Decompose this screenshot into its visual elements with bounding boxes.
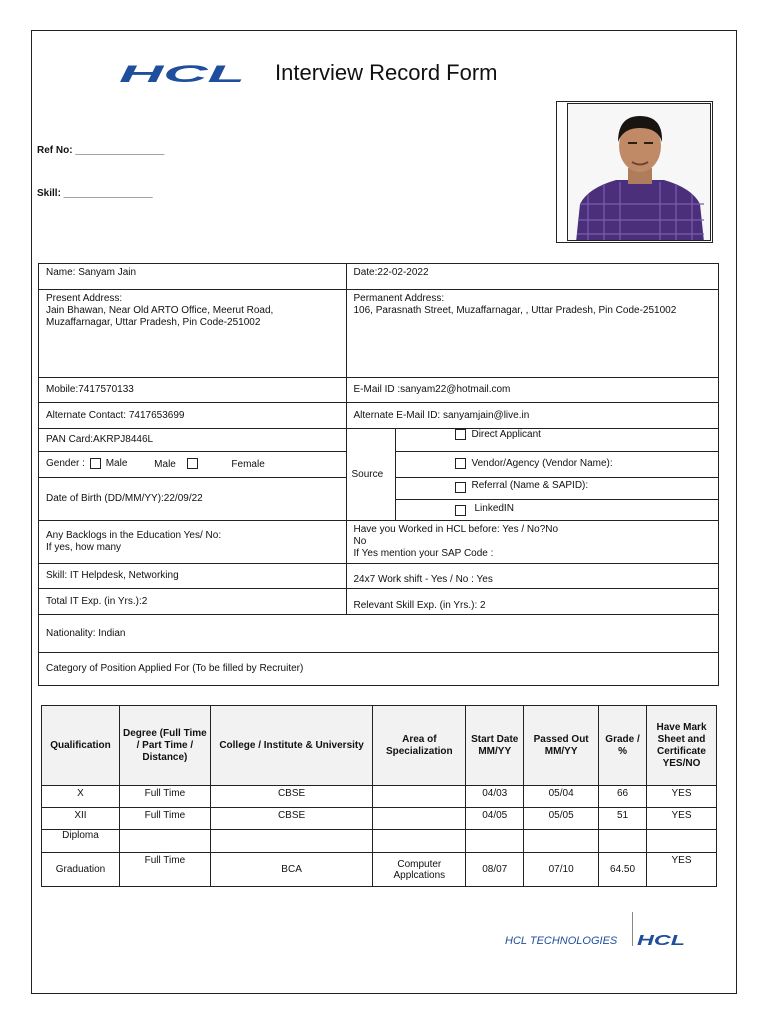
college-cell[interactable]: BCA	[210, 853, 373, 887]
source-vendor-cell[interactable]	[396, 452, 719, 478]
referral-label: Referral (Name & SAPID):	[471, 480, 589, 492]
backlogs-count-question: If yes, how many	[46, 542, 122, 553]
passed-out-cell[interactable]	[524, 830, 599, 853]
start-date-cell[interactable]	[466, 830, 524, 853]
backlogs-question: Any Backlogs in the Education Yes/ No:	[46, 530, 222, 541]
candidate-photo	[567, 103, 711, 241]
present-address-line1: Jain Bhawan, Near Old ARTO Office, Meerut Road,	[46, 305, 274, 316]
total-experience-cell[interactable]: Total IT Exp. (in Yrs.):2	[39, 589, 347, 615]
marksheet-cell[interactable]: YES	[647, 808, 717, 830]
hcl-logo	[119, 62, 247, 84]
header-passed-out: Passed Out MM/YY	[524, 706, 599, 786]
footer-hcl-logo-text: HCL	[637, 932, 685, 946]
pan-card-cell[interactable]: PAN Card:AKRPJ8446L	[39, 429, 347, 452]
qualification-cell[interactable]: XII	[42, 808, 120, 830]
passed-out-cell[interactable]: 07/10	[524, 853, 599, 887]
specialization-cell[interactable]	[373, 786, 466, 808]
mobile-cell[interactable]: Mobile:7417570133	[39, 378, 347, 403]
gender-cell[interactable]	[39, 452, 347, 478]
present-address-label: Present Address:	[46, 293, 123, 304]
start-date-cell[interactable]: 04/05	[466, 808, 524, 830]
linkedin-label: LinkedIN	[474, 502, 514, 514]
header-start-date: Start Date MM/YY	[466, 706, 524, 786]
college-cell[interactable]: CBSE	[210, 808, 373, 830]
present-address-line2: Muzaffarnagar, Uttar Pradesh, Pin Code-251002	[46, 317, 261, 328]
specialization-cell[interactable]: Computer Applcations	[373, 853, 466, 887]
relevant-experience-cell[interactable]: Relevant Skill Exp. (in Yrs.): 2	[346, 589, 719, 615]
worked-in-hcl-question: Have you Worked in HCL before: Yes / No?No	[353, 524, 559, 535]
ref-no-field[interactable]: Ref No: ________________	[37, 145, 165, 156]
candidate-photo-image	[568, 104, 711, 241]
degree-cell[interactable]: Full Time	[119, 808, 210, 830]
marksheet-cell[interactable]: YES	[647, 853, 717, 887]
source-linkedin-cell[interactable]	[396, 500, 719, 521]
specialization-cell[interactable]	[373, 808, 466, 830]
grade-cell[interactable]: 51	[599, 808, 647, 830]
source-referral-cell[interactable]	[396, 478, 719, 500]
email-cell[interactable]: E-Mail ID :sanyam22@hotmail.com	[346, 378, 719, 403]
date-of-birth-cell[interactable]: Date of Birth (DD/MM/YY):22/09/22	[39, 478, 347, 521]
header-college: College / Institute & University	[210, 706, 373, 786]
marksheet-cell[interactable]	[647, 830, 717, 853]
vendor-agency-label: Vendor/Agency (Vendor Name):	[471, 458, 613, 470]
grade-cell[interactable]: 64.50	[599, 853, 647, 887]
linkedin-checkbox[interactable]	[455, 505, 466, 516]
footer-company-name: HCL TECHNOLOGIES	[505, 935, 618, 947]
skill-field[interactable]: Skill: ________________	[37, 188, 153, 199]
gender-female-checkbox[interactable]	[187, 458, 198, 469]
name-cell[interactable]: Name: Sanyam Jain	[39, 264, 347, 290]
sap-code-question: If Yes mention your SAP Code :	[353, 548, 494, 559]
date-cell[interactable]: Date:22-02-2022	[346, 264, 719, 290]
header-qualification: Qualification	[42, 706, 120, 786]
backlogs-cell[interactable]	[39, 521, 347, 564]
referral-checkbox[interactable]	[455, 482, 466, 493]
qualification-cell[interactable]: Diploma	[42, 830, 120, 853]
permanent-address-cell[interactable]	[346, 290, 719, 378]
table-row	[42, 786, 717, 808]
permanent-address-line1: 106, Parasnath Street, Muzaffarnagar, , Uttar Pradesh, Pin Code-251002	[353, 305, 677, 316]
start-date-cell[interactable]: 04/03	[466, 786, 524, 808]
degree-cell[interactable]	[119, 830, 210, 853]
marksheet-cell[interactable]: YES	[647, 786, 717, 808]
table-row	[42, 830, 717, 853]
gender-male-label: Male	[105, 458, 128, 470]
footer-divider	[632, 912, 633, 946]
source-direct-cell[interactable]	[396, 429, 719, 452]
college-cell[interactable]	[210, 830, 373, 853]
grade-cell[interactable]: 66	[599, 786, 647, 808]
page-title: Interview Record Form	[275, 60, 498, 85]
education-table	[41, 705, 717, 887]
table-row	[42, 808, 717, 830]
header-grade: Grade / %	[599, 706, 647, 786]
alternate-email-cell[interactable]: Alternate E-Mail ID: sanyamjain@live.in	[346, 403, 719, 429]
qualification-cell[interactable]: X	[42, 786, 120, 808]
degree-cell[interactable]: Full Time	[119, 853, 210, 887]
grade-cell[interactable]	[599, 830, 647, 853]
specialization-cell[interactable]	[373, 830, 466, 853]
start-date-cell[interactable]: 08/07	[466, 853, 524, 887]
footer-hcl-logo	[637, 932, 687, 946]
gender-male-checkbox[interactable]	[90, 458, 101, 469]
direct-applicant-checkbox[interactable]	[455, 429, 466, 440]
education-header-row	[42, 706, 717, 786]
category-cell[interactable]: Category of Position Applied For (To be filled by Recruiter)	[39, 653, 719, 686]
direct-applicant-label: Direct Applicant	[471, 429, 541, 441]
passed-out-cell[interactable]: 05/05	[524, 808, 599, 830]
qualification-cell[interactable]: Graduation	[42, 853, 120, 887]
skill-cell[interactable]: Skill: IT Helpdesk, Networking	[39, 564, 347, 589]
degree-cell[interactable]: Full Time	[119, 786, 210, 808]
college-cell[interactable]: CBSE	[210, 786, 373, 808]
table-row	[42, 853, 717, 887]
work-shift-cell[interactable]: 24x7 Work shift - Yes / No : Yes	[346, 564, 719, 589]
nationality-cell[interactable]: Nationality: Indian	[39, 615, 719, 653]
header-marksheet: Have Mark Sheet and Certificate YES/NO	[647, 706, 717, 786]
gender-male-label-2: Male	[154, 458, 176, 470]
alternate-contact-cell[interactable]: Alternate Contact: 7417653699	[39, 403, 347, 429]
worked-in-hcl-cell[interactable]	[346, 521, 719, 564]
passed-out-cell[interactable]: 05/04	[524, 786, 599, 808]
permanent-address-label: Permanent Address:	[353, 293, 445, 304]
header-degree: Degree (Full Time / Part Time / Distance)	[119, 706, 210, 786]
gender-label: Gender :	[46, 458, 85, 470]
vendor-agency-checkbox[interactable]	[455, 458, 466, 469]
hcl-logo-text: HCL	[119, 62, 245, 84]
candidate-details-table	[38, 263, 719, 686]
header-specialization: Area of Specialization	[373, 706, 466, 786]
worked-in-hcl-answer: No	[353, 536, 367, 547]
source-label-cell: Source	[346, 429, 396, 521]
gender-female-label: Female	[231, 458, 265, 470]
present-address-cell[interactable]	[39, 290, 347, 378]
